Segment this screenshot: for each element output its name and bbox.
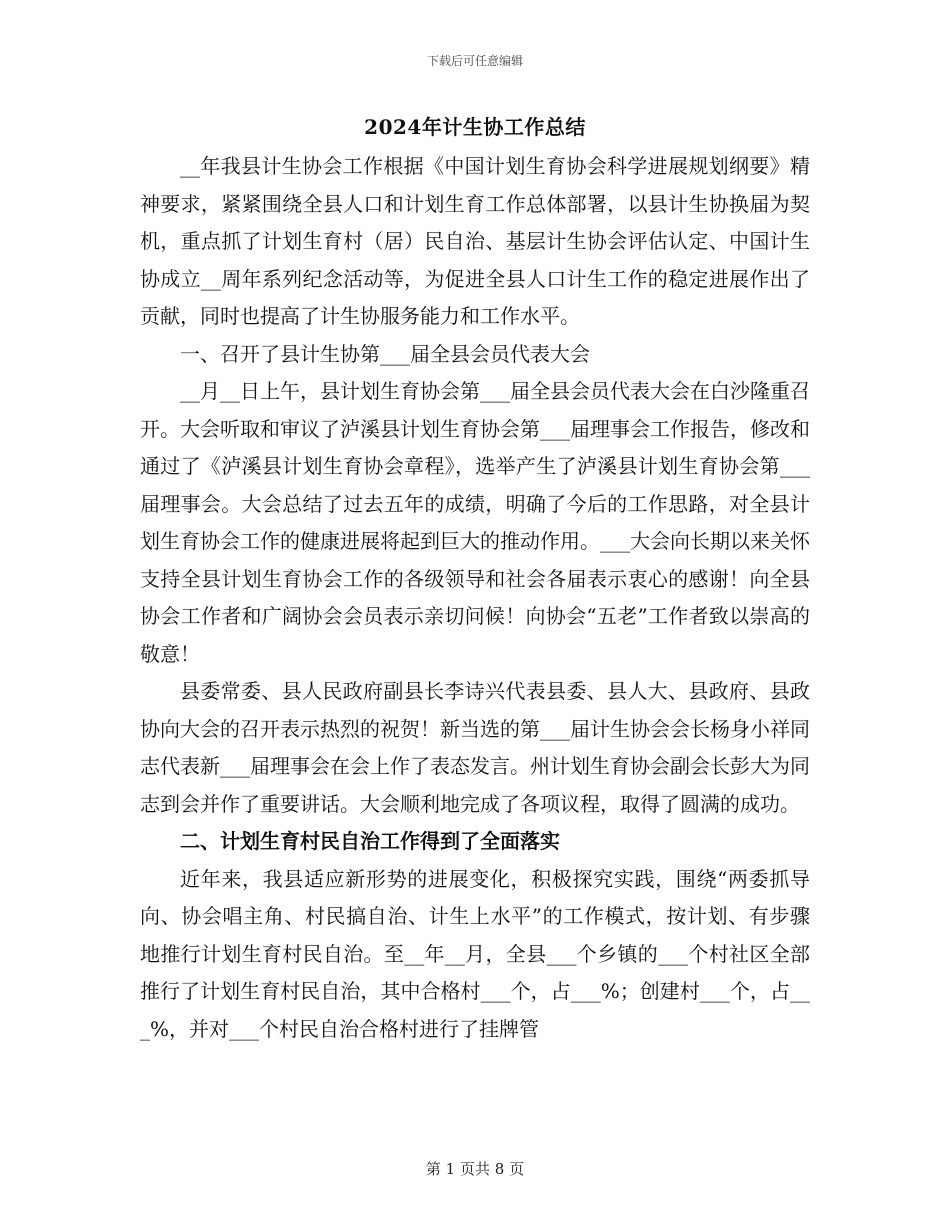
section-2-paragraph-1: 近年来，我县适应新形势的进展变化，积极探究实践，围绕“两委抓导向、协会唱主角、村民搞自治、计生上水平”的工作模式，按计划、有步骤地推行计划生育村民自治。至__年__月，全县___个乡镇的___个村社区全部推行了计划生育村民自治，其中合格村___个，占___%；创建村___个，占___%，并对___个村民自治合格村进行了挂牌管 xyxy=(140,866,810,1041)
page-footer: 第 1 页共 8 页 xyxy=(425,1160,525,1178)
intro-paragraph: __年我县计生协会工作根据《中国计划生育协会科学进展规划纲要》精神要求，紧紧围绕全县人口和计划生育工作总体部署，以县计生协换届为契机，重点抓了计划生育村（居）民自治、基层计生协会评估认定、中国计生协成立__周年系列纪念活动等，为促进全县人口计生工作的稳定进展作出了贡献，同时也提高了计生协服务能力和工作水平。 xyxy=(140,154,810,328)
section-2-heading: 二、计划生育村民自治工作得到了全面落实 xyxy=(180,829,560,853)
document-title: 2024年计生协工作总结 xyxy=(364,115,586,139)
header-note: 下载后可任意编辑 xyxy=(426,54,523,68)
document-body xyxy=(140,108,810,1048)
section-1-paragraph-1: __月__日上午，县计划生育协会第___届全县会员代表大会在白沙隆重召开。大会听取和审议了泸溪县计划生育协会第___届理事会工作报告，修改和通过了《泸溪县计划生育协会章程》，选举产生了泸溪县计划生育协会第___届理事会。大会总结了过去五年的成绩，明确了今后的工作思路，对全县计划生育协会工作的健康进展将起到巨大的推动作用。___大会向长期以来关怀支持全县计划生育协会工作的各级领导和社会各届表示衷心的感谢！向全县协会工作者和广阔协会会员表示亲切问候！向协会“五老”工作者致以崇高的敬意！ xyxy=(140,379,810,666)
section-1-paragraph-2: 县委常委、县人民政府副县长李诗兴代表县委、县人大、县政府、县政协向大会的召开表示热烈的祝贺！新当选的第___届计生协会会长杨身小祥同志代表新___届理事会在会上作了表态发言。州计划生育协会副会长彭大为同志到会并作了重要讲话。大会顺利地完成了各项议程，取得了圆满的成功。 xyxy=(140,679,810,816)
section-1-heading: 一、召开了县计生协第___届全县会员代表大会 xyxy=(180,341,590,366)
